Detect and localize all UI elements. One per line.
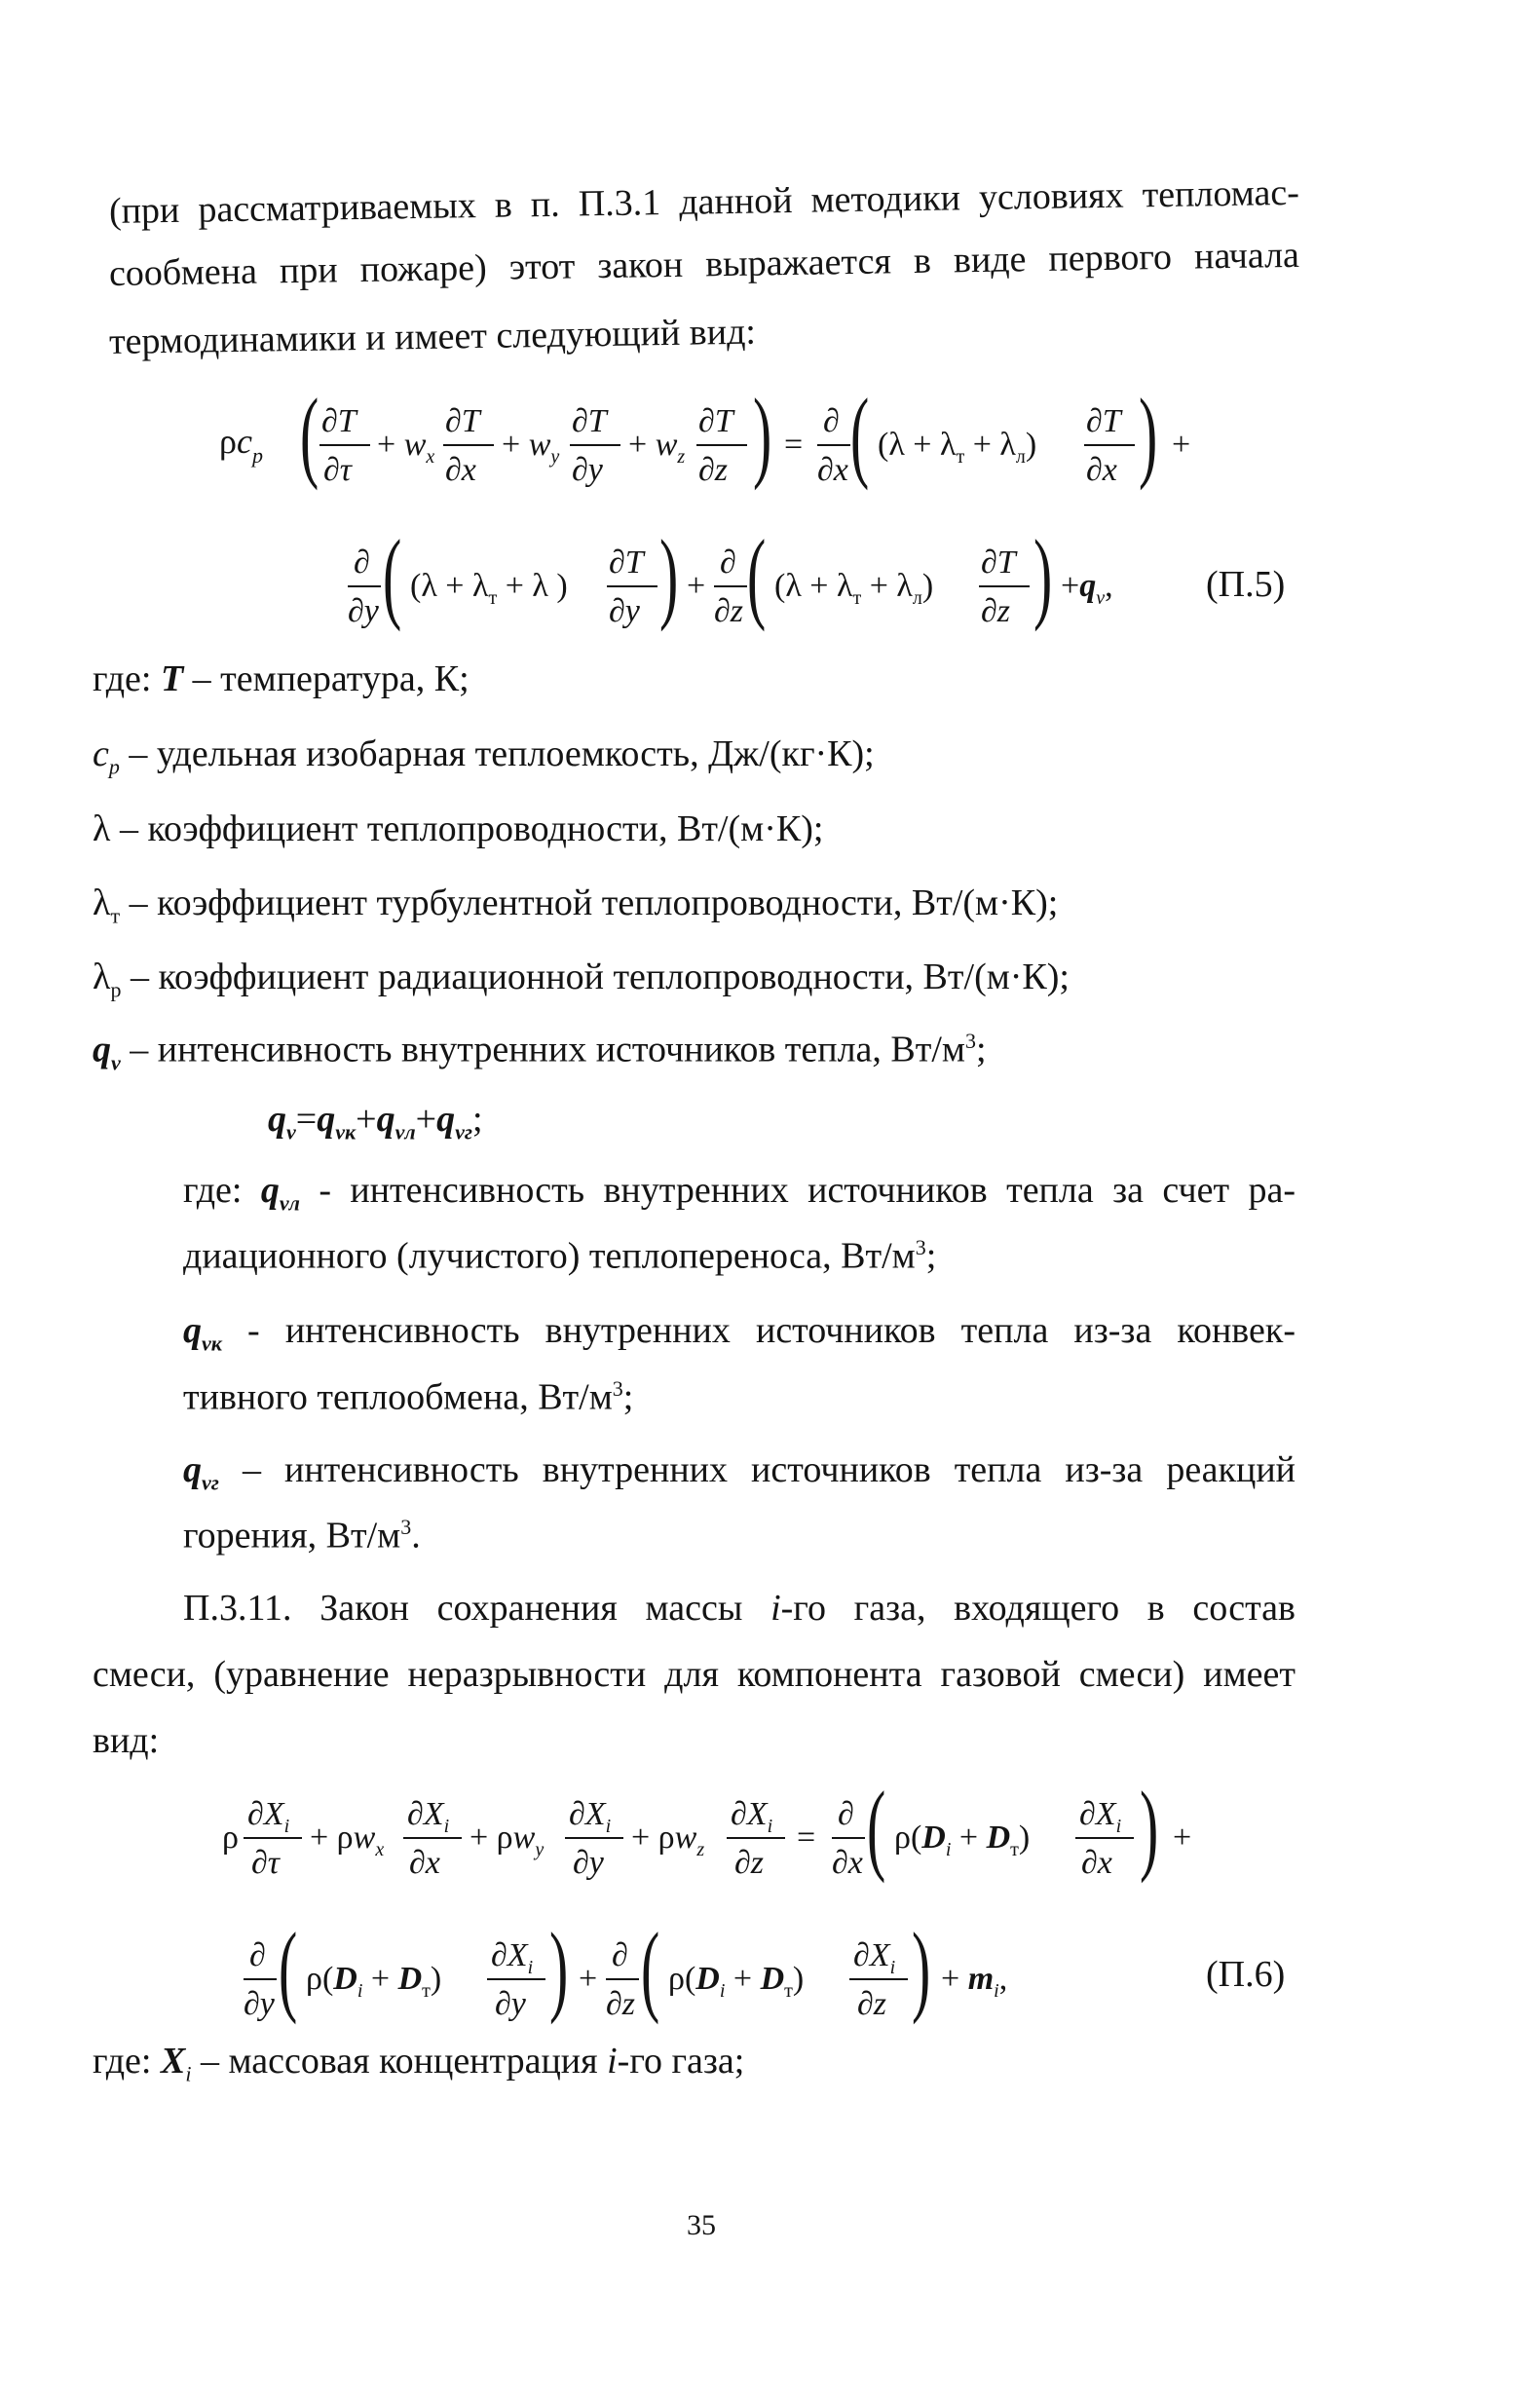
def-lambda-r: $\lambda_р$ – коэффициент радиационной теплопроводности, Вт/(м·К); — [93, 957, 1070, 1002]
svg-text:∂: ∂ — [612, 1937, 628, 1973]
svg-text:ρcp: $\rho c_p$ — [219, 422, 263, 468]
svg-text:+ wx: + $w_x$ — [377, 427, 435, 468]
def-T: где: T – температура, К; — [93, 658, 470, 699]
svg-text:+ mi,: + $m_i$, — [941, 1961, 1008, 2002]
svg-text:+ ρwy: + $\rho w_y$ — [470, 1820, 545, 1860]
section-311-line-3: вид: — [93, 1720, 160, 1761]
svg-text:∂z: ∂z — [606, 1986, 636, 2022]
svg-text:∂T: ∂T — [572, 403, 607, 439]
svg-text:∂Xi: $\partial X_i$ — [569, 1796, 612, 1837]
svg-text:ρ(Di + Dт): $\rho(D_i + D_т)$ — [306, 1961, 442, 2002]
svg-text:∂: ∂ — [720, 544, 736, 581]
svg-text:∂T: ∂T — [321, 403, 357, 439]
def-qvk-line-2: тивного теплообмена, $Вт/м^3$; — [183, 1376, 634, 1418]
intro-line-1: (при рассматриваемых в п. П.3.1 данной методики условиях тепломас- — [108, 171, 1300, 232]
svg-text:∂z: ∂z — [698, 452, 729, 488]
svg-text:+: + — [1173, 1820, 1192, 1856]
svg-text:∂z: ∂z — [857, 1986, 887, 2022]
svg-text:∂Xi: $\partial X_i$ — [407, 1796, 450, 1837]
def-cp: $c_p$ – удельная изобарная теплоемкость, Дж/(кг·К); — [93, 733, 875, 779]
svg-text:): ) — [753, 378, 772, 492]
qv-sum-formula: $q_v=q_{vк}+q_{vл}+q_{vг}$; — [268, 1099, 483, 1144]
svg-text:): ) — [659, 519, 679, 633]
svg-text:(: ( — [641, 1912, 660, 2026]
section-311-line-1: П.3.11. Закон сохранения массы i-го газа, входящего в состав — [183, 1588, 1296, 1629]
section-311-line-2: смеси, (уравнение неразрывности для компонента газовой смеси) имеет — [93, 1654, 1296, 1695]
svg-text:∂y: ∂y — [573, 1845, 604, 1881]
svg-text:∂y: ∂y — [572, 452, 603, 488]
svg-text:∂Xi: $\partial X_i$ — [247, 1796, 290, 1837]
svg-text:∂y: ∂y — [609, 593, 640, 629]
svg-text:∂z: ∂z — [734, 1845, 765, 1881]
def-qvl-line-1: где: $q_{vл}$ - интенсивность внутренних источников тепла за счет ра- — [183, 1170, 1296, 1216]
svg-text:): ) — [1140, 1771, 1159, 1885]
def-qvl-line-2: диационного (лучистого) теплопереноса, $Вт/м^3$; — [183, 1235, 937, 1277]
svg-text:=: = — [784, 427, 804, 463]
svg-text:=: = — [797, 1820, 816, 1856]
svg-text:+: + — [579, 1961, 598, 1997]
svg-text:∂Xi: $\partial X_i$ — [491, 1937, 534, 1978]
def-Xi: где: $X_i$ – массовая концентрация i-го газа; — [93, 2041, 745, 2086]
equation-p6-number: (П.6) — [1206, 1954, 1286, 1995]
svg-text:∂τ: ∂τ — [251, 1845, 280, 1881]
svg-text:(: ( — [300, 378, 319, 492]
equation-p6-line-1 — [222, 1768, 1294, 1904]
svg-text:): ) — [912, 1912, 931, 2026]
svg-text:+ ρwz: + $\rho w_z$ — [631, 1820, 705, 1860]
equation-p5-line-1 — [219, 375, 1291, 511]
def-lambda-t: $\lambda_т$ – коэффициент турбулентной теплопроводности, Вт/(м·К); — [93, 882, 1059, 928]
svg-text:∂z: ∂z — [714, 593, 744, 629]
svg-text:∂T: ∂T — [445, 403, 480, 439]
svg-text:): ) — [549, 1912, 569, 2026]
svg-text:∂x: ∂x — [832, 1845, 863, 1881]
svg-text:∂y: ∂y — [348, 593, 379, 629]
svg-text:): ) — [1139, 378, 1158, 492]
svg-text:(: ( — [747, 519, 767, 633]
svg-text:∂z: ∂z — [981, 593, 1011, 629]
svg-text:∂T: ∂T — [609, 544, 644, 581]
equation-p6-line-2 — [242, 1909, 1040, 2045]
def-lambda: λ – коэффициент теплопроводности, Вт/(м·К); — [93, 808, 824, 849]
svg-text:∂: ∂ — [838, 1796, 854, 1832]
svg-text:∂T: ∂T — [981, 544, 1016, 581]
svg-text:+ ρwx: + $\rho w_x$ — [310, 1820, 385, 1860]
svg-text:∂: ∂ — [823, 403, 840, 439]
svg-text:∂: ∂ — [354, 544, 370, 581]
where-label: где: — [93, 658, 152, 699]
svg-text:(λ + λт + λл): $(\lambda + \lambda_т + \lambda_л)$ — [878, 427, 1037, 468]
def-qv: $q_v$ – интенсивность внутренних источников тепла, $Вт/м^3$; — [93, 1029, 987, 1075]
svg-text:∂x: ∂x — [817, 452, 848, 488]
svg-text:(λ + λт + λл): $(\lambda + \lambda_т + \lambda_л)$ — [774, 568, 934, 609]
svg-text:∂x: ∂x — [1081, 1845, 1112, 1881]
svg-text:(: ( — [867, 1771, 886, 1885]
svg-text:∂Xi: $\partial X_i$ — [731, 1796, 773, 1837]
intro-line-3: термодинамики и имеет следующий вид: — [108, 311, 757, 362]
svg-text:ρ: ρ — [222, 1820, 239, 1856]
svg-text:+: + — [1172, 427, 1191, 463]
def-qvg-line-1: $q_{vг}$ – интенсивность внутренних источников тепла из-за реакций — [183, 1449, 1296, 1495]
svg-text:ρ(Di + Dт): $\rho(D_i + D_т)$ — [894, 1820, 1031, 1860]
svg-text:+ wz: + $w_z$ — [628, 427, 686, 468]
svg-text:∂x: ∂x — [409, 1845, 440, 1881]
def-qvk-line-1: $q_{vк}$ - интенсивность внутренних источников тепла из-за конвек- — [183, 1310, 1296, 1356]
svg-text:∂y: ∂y — [244, 1986, 275, 2022]
svg-text:ρ(Di + Dт): $\rho(D_i + D_т)$ — [668, 1961, 805, 2002]
intro-line-2: сообмена при пожаре) этот закон выражается в виде первого начала — [108, 234, 1300, 294]
svg-text:∂T: ∂T — [1086, 403, 1121, 439]
svg-text:(: ( — [279, 1912, 298, 2026]
svg-text:∂T: ∂T — [698, 403, 733, 439]
svg-text:(: ( — [850, 378, 870, 492]
svg-text:∂: ∂ — [249, 1937, 266, 1973]
page-number: 35 — [687, 2209, 716, 2241]
svg-text:∂τ: ∂τ — [323, 452, 352, 488]
svg-text:(λ + λт + λ ): ($\lambda + \lambda_т + \lambda$ ) — [410, 568, 568, 609]
svg-text:∂x: ∂x — [445, 452, 476, 488]
equation-p5-line-2 — [346, 516, 1125, 653]
def-qvg-line-2: горения, $Вт/м^3$. — [183, 1515, 421, 1557]
svg-text:∂x: ∂x — [1086, 452, 1117, 488]
svg-text:): ) — [1033, 519, 1053, 633]
svg-text:+ wy: + $w_y$ — [502, 427, 560, 468]
svg-text:+: + — [687, 568, 706, 604]
equation-p5-number: (П.5) — [1206, 564, 1286, 605]
svg-text:∂y: ∂y — [495, 1986, 526, 2022]
svg-text:+qv,: $+q_v$, — [1061, 568, 1113, 609]
svg-text:∂Xi: $\partial X_i$ — [1079, 1796, 1122, 1837]
svg-text:(: ( — [383, 519, 402, 633]
svg-text:∂Xi: $\partial X_i$ — [853, 1937, 896, 1978]
